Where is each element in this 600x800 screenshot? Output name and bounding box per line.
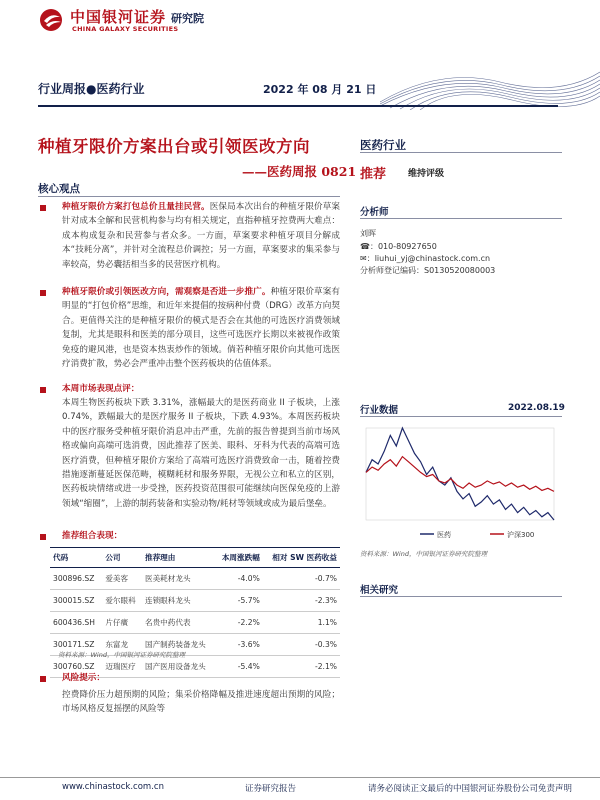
table-row <box>50 612 340 634</box>
logo-name: 中国银河证券 <box>70 8 167 26</box>
analyst-phone: ☎：010-80927650 <box>360 242 437 251</box>
viewpoint-lead: 种植牙限价或引领医改方向，需观察是否进一步推广。 <box>62 287 271 297</box>
viewpoint-2 <box>62 285 340 371</box>
header-divider <box>38 105 558 107</box>
col-header: 相对 SW 医药收益 <box>263 548 340 568</box>
table-row <box>50 568 340 590</box>
rating-note: 维持评级 <box>408 169 445 179</box>
cell-code: 600436.SH <box>50 612 102 634</box>
legend-label: 沪深300 <box>507 531 535 539</box>
related-research-header: 相关研究 <box>360 585 399 596</box>
cell-company: 迈瑞医疗 <box>102 656 142 678</box>
divider <box>360 218 562 219</box>
divider <box>360 152 562 153</box>
cell-company: 爱美客 <box>102 568 142 590</box>
table-header-row <box>50 548 340 568</box>
decorative-swirl <box>380 62 600 110</box>
bullet-icon <box>40 676 46 682</box>
cell-relative-return: 1.1% <box>263 612 340 634</box>
footer-divider <box>0 777 600 778</box>
analyst-email[interactable]: ✉：liuhui_yj@chinastock.com.cn <box>360 254 491 263</box>
cell-company: 爱尔眼科 <box>102 590 142 612</box>
col-header: 公司 <box>102 548 142 568</box>
viewpoint-3 <box>62 382 340 396</box>
table-source: 资料来源：Wind，中国银河证券研究院整理 <box>58 651 185 659</box>
cell-code: 300171.SZ <box>50 634 102 656</box>
cell-relative-return: -0.7% <box>263 568 340 590</box>
divider <box>360 416 562 417</box>
risk-text: 控费降价压力超预期的风险；集采价格降幅及推进速度超出预期的风险；市场风格反复摇摆的风险等 <box>62 690 340 715</box>
report-date: 2022 年 08 月 21 日 <box>263 83 377 96</box>
report-category: 行业周报●医药行业 <box>38 82 145 96</box>
cell-weekly-change: -5.4% <box>215 656 263 678</box>
analyst-name: 刘晖 <box>360 229 376 238</box>
legend-label: 医药 <box>437 531 451 539</box>
footer-disclaimer: 请务必阅读正文最后的中国银河证券股份公司免责声明 <box>368 784 573 794</box>
cell-relative-return: -2.3% <box>263 590 340 612</box>
rating-label: 推荐 <box>360 167 387 182</box>
cell-weekly-change: -4.0% <box>215 568 263 590</box>
risk-header <box>62 671 340 685</box>
viewpoint-lead: 本周市场表现点评： <box>62 384 140 394</box>
viewpoint-text: 医保局本次出台的种植牙限价草案针对成本全解和民营机构参与均有相关规定，直指种植牙控费两大难点：成本构成复杂和民营参与者众多。一方面，草案要求种植牙项目分解成本“技耗分离”，并针对全流程总价调控；另一方面，草案要求的集采参与率较高，势必囊括相当多的民营医疗机构。 <box>62 202 340 270</box>
col-header: 推荐理由 <box>142 548 215 568</box>
col-header: 本周涨跌幅 <box>215 548 263 568</box>
bullet-icon <box>40 387 46 393</box>
bullet-icon <box>40 290 46 296</box>
divider <box>360 596 562 597</box>
series-line-0 <box>366 428 554 520</box>
cell-relative-return: -0.3% <box>263 634 340 656</box>
report-title: 种植牙限价方案出台或引领医改方向 <box>38 137 310 156</box>
series-line-1 <box>366 457 554 492</box>
cell-code: 300760.SZ <box>50 656 102 678</box>
footer-website[interactable]: www.chinastock.com.cn <box>62 782 164 792</box>
industry-data-date: 2022.08.19 <box>508 403 565 413</box>
viewpoint-3-text: 本周生物医药板块下跌 3.31%，涨幅最大的是医药商业 II 子板块，上涨 0.74%，跌幅最大的是医疗服务 II 子板块，下跌 4.93%。本周医药板块中的医疗服务受种植牙限价消息冲击严重，先前的报告曾提到当前市场风格或偏向高端可选消费，因此推荐了医美、眼科、牙科为代表的高端可选医疗消费，但种植牙限价方案给了高端可选医疗消费致命一击，随着控费措施逐渐蔓延医保范畴，模糊耗材和服务界限，无视公立和私立的区别，医药板块情绪或进一步受挫，医药投资范围很可能继续向医保免疫的上游领域“缩圈”，上游的制药装备和实验动物/耗材等领域或成为最后堡垒。 <box>62 398 340 509</box>
cell-reason: 名贵中药代表 <box>142 612 215 634</box>
cell-company: 片仔癀 <box>102 612 142 634</box>
bullet-icon <box>40 205 46 211</box>
cell-code: 300896.SZ <box>50 568 102 590</box>
cell-reason: 医美耗材龙头 <box>142 568 215 590</box>
viewpoint-lead: 风险提示： <box>62 673 105 683</box>
viewpoint-lead: 推荐组合表现： <box>62 531 123 541</box>
industry-line-chart <box>360 420 560 545</box>
viewpoint-lead: 种植牙限价方案打包总价且量挂民营。 <box>62 202 210 212</box>
cell-weekly-change: -3.6% <box>215 634 263 656</box>
cell-weekly-change: -5.7% <box>215 590 263 612</box>
divider <box>38 196 340 197</box>
viewpoint-4 <box>62 529 340 543</box>
col-header: 代码 <box>50 548 102 568</box>
footer-report-type: 证券研究报告 <box>245 784 297 794</box>
report-subtitle: ——医药周报 0821 <box>242 164 357 179</box>
cell-reason: 连锁眼科龙头 <box>142 590 215 612</box>
viewpoint-1 <box>62 200 340 272</box>
cell-company: 东富龙 <box>102 634 142 656</box>
table-row <box>50 590 340 612</box>
institute-label: 研究院 <box>171 12 204 25</box>
logo-english-name: CHINA GALAXY SECURITIES <box>72 25 179 33</box>
core-views-header: 核心观点 <box>38 183 80 195</box>
logo-icon <box>39 8 65 32</box>
cell-relative-return: -2.1% <box>263 656 340 678</box>
analyst-cert: 分析师登记编码：S0130520080003 <box>360 266 496 275</box>
cell-code: 300015.SZ <box>50 590 102 612</box>
chart-source: 资料来源：Wind，中国银河证券研究院整理 <box>360 550 487 558</box>
bullet-icon <box>40 534 46 540</box>
industry-data-header: 行业数据 <box>360 405 399 416</box>
analyst-header: 分析师 <box>360 207 389 218</box>
viewpoint-text: 种植牙限价草案有明显的“打包价格”思维，和近年来提倡的按病种付费（DRG）改革方向契合。更值得关注的是种植牙限价的模式是否会在其他的可选医疗消费领域复制，尤其是眼科和医美的部分项目，这些可选医疗长期以来被视作政策免疫的避风港，也是资本热衷炒作的领域。倘若种植牙限价向其他可选医疗消费扩散，势必会严重冲击整个医药板块的估值体系。 <box>62 287 340 370</box>
cell-reason: 国产制药装备龙头 <box>142 634 215 656</box>
industry-label: 医药行业 <box>360 138 406 152</box>
cell-reason: 国产医用设备龙头 <box>142 656 215 678</box>
cell-weekly-change: -2.2% <box>215 612 263 634</box>
